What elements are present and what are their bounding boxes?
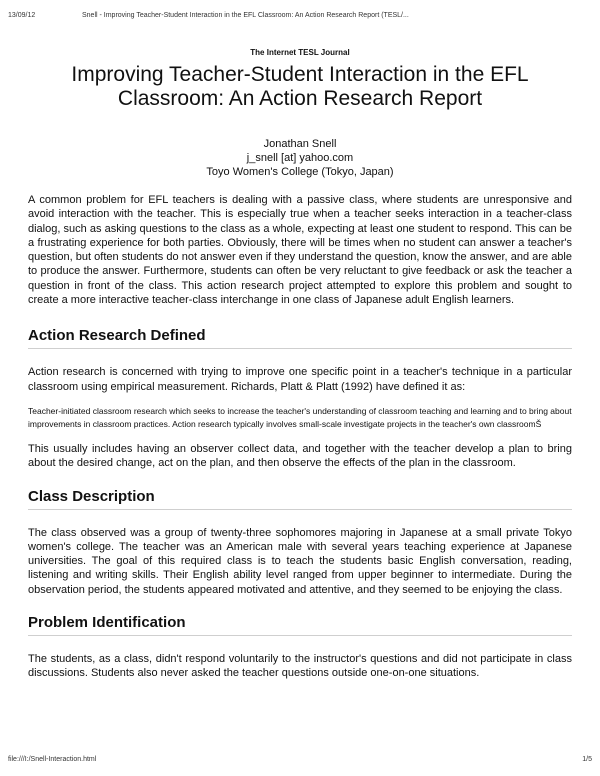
author-email: j_snell [at] yahoo.com (246, 152, 354, 164)
definition-quote: Teacher-initiated classroom research which seeks to increase the teacher's understanding of classroom teaching and learning and to bring about improvements in classroom practices. Action research typically involves small-scale investigate projects in the teacher's own classroomŠ (28, 405, 572, 429)
page-number: 1/5 (582, 756, 592, 763)
section-heading-action-research: Action Research Defined (28, 327, 572, 349)
print-header (8, 12, 592, 26)
section-paragraph: Action research is concerned with trying to improve one specific point in a teacher's technique in a particular classroom using empirical measurement. Richards, Platt & Platt (1992) have defined it as: (28, 366, 572, 393)
article-title: Improving Teacher-Student Interaction in the EFL Classroom: An Action Research Report (71, 63, 529, 110)
section-heading-problem-identification: Problem Identification (28, 614, 572, 636)
article (28, 48, 572, 681)
section-paragraph: The students, as a class, didn't respond voluntarily to the instructor's questions and did not participate in class discussions. Students also never asked the teacher questions outside one-on-one situations. (28, 653, 572, 680)
print-tab-title: Snell - Improving Teacher-Student Interaction in the EFL Classroom: An Action Research Report (TESL/... (82, 12, 409, 19)
author-affiliation: Toyo Women's College (Tokyo, Japan) (206, 166, 394, 178)
intro-paragraph: A common problem for EFL teachers is dealing with a passive class, where students are unresponsive and avoid interaction with the teacher. This is especially true when a teacher seeks interaction in a teacher-class dialog, such as asking questions to the class as a whole, expecting at least one student to respond. This can be a frustrating experience for both parties. Obviously, there will be times when no student can answer a teacher's question, but often students do not answer even if they understand the question, know the answer, and are able to produce the answer. Furthermore, students can often be very reluctant to give feedback or ask the teacher a question in front of the class. This action research project attempted to explore this problem and sought to create a more interactive teacher-class interchange in one class of Japanese adult English learners. (28, 194, 572, 307)
print-date: 13/09/12 (8, 12, 36, 19)
author-block (28, 137, 572, 179)
print-url: file:///I:/Snell-Interaction.html (8, 756, 97, 763)
journal-name: The Internet TESL Journal (250, 48, 350, 57)
author-name: Jonathan Snell (263, 138, 337, 150)
section-paragraph: This usually includes having an observer collect data, and together with the teacher develop a plan to bring about the desired change, act on the plan, and then observe the effects of the plan in the classroom. (28, 442, 572, 470)
section-heading-class-description: Class Description (28, 488, 572, 510)
print-footer (8, 756, 592, 768)
section-paragraph: The class observed was a group of twenty-three sophomores majoring in Japanese at a small private Tokyo women's college. The teacher was an American male with several years teaching experience at Japanese universities. The goal of this required class is to teach the students basic English conversation, reading, listening and writing skills. Their English ability level ranged from upper beginner to intermediate. During the observation period, the students appeared motivated and attentive, and they seemed to be enjoying the class. (28, 526, 572, 596)
